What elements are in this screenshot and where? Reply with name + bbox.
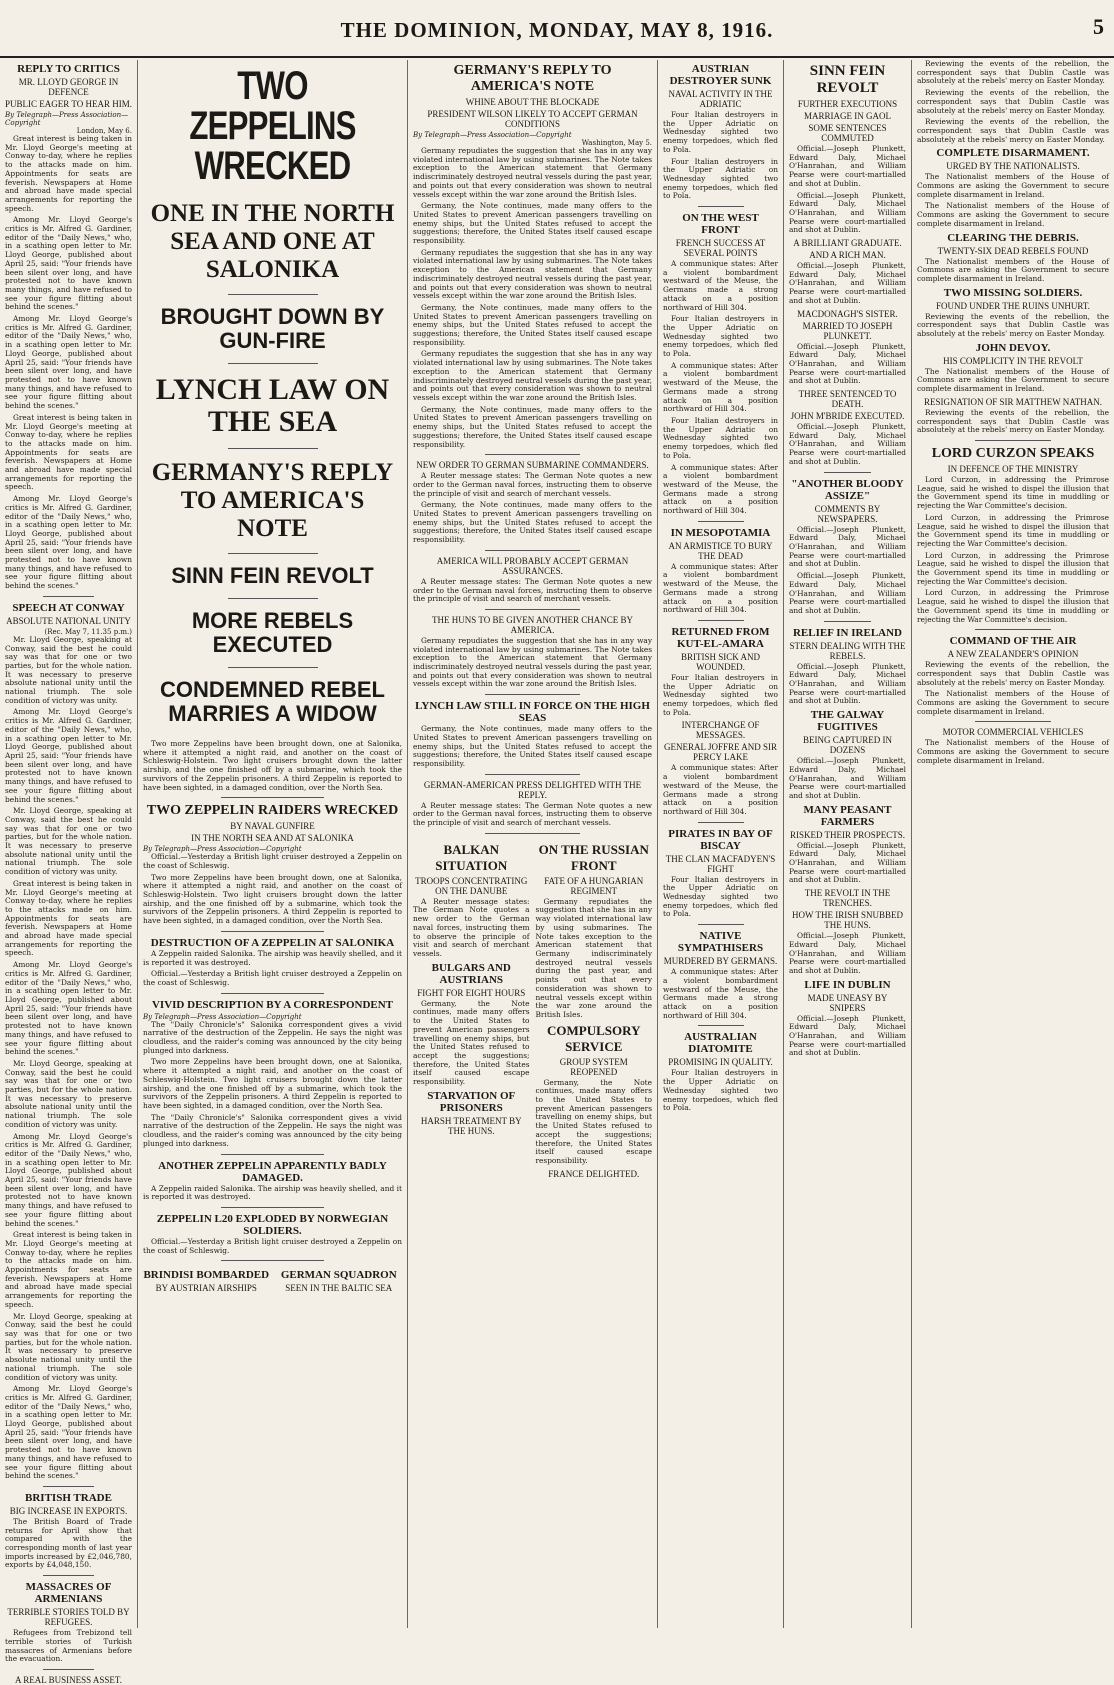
article-headline: COMMAND OF THE AIR — [949, 635, 1077, 648]
masthead — [0, 0, 1114, 58]
divider — [698, 620, 744, 621]
article-headline: RETURNED FROM KUT-EL-AMARA — [671, 625, 770, 650]
article-text: Reviewing the events of the rebellion, the correspondent says that Dublin Castle was absolutely at the rebels' mercy on Easter Monday. — [917, 59, 1109, 86]
article-text: Official.—Joseph Plunkett, Edward Daly, Michael O'Hanrahan, and William Pearse were court-martialled and shot at Dublin. — [789, 261, 906, 305]
divider — [698, 1025, 744, 1026]
article-headline: BULGARS AND AUSTRIANS — [431, 961, 511, 986]
article-text: Reviewing the events of the rebellion, the correspondent says that Dublin Castle was absolutely at the rebels' mercy on Easter Monday. — [917, 311, 1109, 339]
deck-headline: SINN FEIN REVOLT — [171, 563, 374, 588]
article-headline: TWO MISSING SOLDIERS. — [943, 286, 1083, 299]
article-headline: JOHN DEVOY. — [975, 341, 1051, 354]
article-headline: THE GALWAY FUGITIVES — [810, 709, 885, 734]
article-headline: ANOTHER ZEPPELIN APPARENTLY BADLY DAMAGED. — [158, 1159, 387, 1184]
article-headline: THREE SENTENCED TO DEATH. — [798, 389, 897, 410]
article-subhead: FRENCH SUCCESS AT SEVERAL POINTS — [675, 238, 766, 259]
divider — [698, 206, 744, 207]
divider — [485, 694, 581, 695]
article-text: Germany, the Note continues, made many offers to the United States to prevent American passengers travelling on enemy ships, but the United States refused to accept the suggestions; therefore, the United States itself caused escape responsibility. — [413, 724, 652, 768]
divider — [975, 721, 1052, 722]
article-text: Official.—Joseph Plunkett, Edward Daly, Michael O'Hanrahan, and William Pearse were court-martialled and shot at Dublin. — [789, 144, 906, 188]
divider — [698, 521, 744, 522]
article-brindisi — [143, 1266, 270, 1295]
article-text: Official.—Joseph Plunkett, Edward Daly, Michael O'Hanrahan, and William Pearse were court-martialled and shot at Dublin. — [789, 840, 906, 885]
article-subhead: SOME SENTENCES COMMUTED — [808, 123, 887, 143]
deck-headline: BROUGHT DOWN BY GUN-FIRE — [160, 304, 385, 353]
article-headline: MOTOR COMMERCIAL VEHICLES — [942, 727, 1084, 738]
article-subhead: BY AUSTRIAN AIRSHIPS — [155, 1283, 257, 1294]
article-subhead: RISKED THEIR PROSPECTS. — [789, 829, 906, 840]
divider — [228, 363, 318, 364]
article-headline: ON THE WEST FRONT — [682, 212, 759, 237]
article-subhead: FATE OF A HUNGARIAN REGIMENT — [544, 875, 644, 896]
article-headline: LYNCH LAW STILL IN FORCE ON THE HIGH SEAS — [415, 700, 650, 725]
article-headline: VIVID DESCRIPTION BY A CORRESPONDENT — [151, 998, 394, 1011]
article-text: A Reuter message states: The German Note quotes a new order to the German naval forces, instructing them to observe the principle of visit and search of merchant vessels. — [413, 471, 652, 498]
article-headline: STARVATION OF PRISONERS — [427, 1089, 516, 1114]
divider — [824, 472, 871, 473]
article-subhead: MURDERED BY GERMANS. — [663, 956, 778, 967]
article-headline: GERMANY'S REPLY TO AMERICA'S NOTE — [453, 63, 612, 94]
article-text: Official.—Yesterday a British light cruiser destroyed a Zeppelin on the coast of Schleswig. — [143, 1236, 402, 1255]
divider — [228, 294, 318, 295]
divider — [221, 931, 325, 932]
article-subhead: TWENTY-SIX DEAD REBELS FOUND — [937, 245, 1089, 256]
article-text: Great interest is being taken in Mr. Lloyd George's meeting at Conway to-day, where he replies to the attacks made on him. Appointments for seats are feverish. Newspapers at Home and abroad have made special arrangements for reporting the speech. — [5, 878, 132, 958]
article-subhead: FIGHT FOR EIGHT HOURS — [417, 987, 526, 998]
article-subhead: HOW THE IRISH SNUBBED THE HUNS. — [792, 910, 903, 931]
article-headline: RELIEF IN IRELAND — [792, 626, 902, 639]
article-headline: BRITISH TRADE — [25, 1491, 112, 1504]
divider — [485, 454, 581, 455]
divider — [43, 1669, 94, 1670]
article-text: Official.—Yesterday a British light cruiser destroyed a Zeppelin on the coast of Schleswig. — [143, 969, 402, 987]
divider — [228, 598, 318, 599]
divider — [228, 448, 318, 449]
article-headline: GERMAN SQUADRON — [280, 1269, 397, 1282]
article-text: The British Board of Trade returns for April show that compared with the corresponding month of last year imports increased by £2,046,780, exports by £4,048,150. — [5, 1516, 132, 1570]
article-text: Mr. Lloyd George, speaking at Conway, said the best he could say was that for one or two parties, but for the whole nation. It was necessary to preserve absolute national unity until the national triumph. The sole condition of victory was unity. — [5, 806, 132, 877]
article-headline: ON THE RUSSIAN FRONT — [538, 841, 649, 873]
article-text: Germany, the Note continues, made many offers to the United States to prevent American passengers travelling on enemy ships, but the United States refused to accept the suggestions; therefore, the United States itself caused escape responsibility. — [413, 500, 652, 545]
article-text: Official.—Joseph Plunkett, Edward Daly, Michael O'Hanrahan, and William Pearse were court-martialled and shot at Dublin. — [789, 756, 906, 800]
article-text: Reviewing the events of the rebellion, the correspondent says that Dublin Castle was absolutely at the rebels' mercy on Easter Monday. — [917, 407, 1109, 435]
article-text: Refugees from Trebizond tell terrible stories of Turkish massacres of Armenians before the evacuation. — [5, 1628, 132, 1664]
article-text: Among Mr. Lloyd George's critics is Mr. Alfred G. Gardiner, editor of the "Daily News," who, in a scathing open letter to Mr. Lloyd George, published about April 25, said: "Your friends have been silent over long, and have protested not to have known many things, and have refused to see your figure flitting about behind the scenes." — [5, 215, 132, 312]
article-text: Among Mr. Lloyd George's critics is Mr. Alfred G. Gardiner, editor of the "Daily News," who, in a scathing open letter to Mr. Lloyd George, published about April 25, said: "Your friends have been silent over long, and have protested not to have known many things, and have refused to see your figure flitting about behind the scenes." — [5, 314, 132, 411]
article-subhead: PUBLIC EAGER TO HEAR HIM. — [5, 99, 132, 109]
article-subhead: BEING CAPTURED IN DOZENS — [803, 735, 892, 756]
article-headline: IN MESOPOTAMIA — [670, 526, 771, 539]
article-subhead: PRESIDENT WILSON LIKELY TO ACCEPT GERMAN CONDITIONS — [427, 109, 638, 129]
twin-articles — [413, 839, 652, 1181]
article-subhead: JOHN M'BRIDE EXECUTED. — [790, 411, 905, 422]
article-text: Germany repudiates the suggestion that she has in any way violated international law by using submarines. The Note takes exception to the American statement that Germany indiscriminately destroyed neutral vessels during the past year, and points out that every consideration was shown to neutral vessels except within the war zone around the British Isles. — [413, 635, 652, 689]
column-3 — [408, 60, 658, 1628]
article-text: Four Italian destroyers in the Upper Adriatic on Wednesday sighted two enemy torpedoes, which fled to Pola. — [663, 110, 778, 154]
article-headline: AUSTRIAN DESTROYER SUNK — [669, 63, 772, 87]
article-text: A Reuter message states: The German Note quotes a new order to the German naval forces, instructing them to observe the principle of visit and search of merchant vessels. — [413, 800, 652, 828]
article-headline: AUSTRALIAN DIATOMITE — [684, 1031, 757, 1056]
article-text: Mr. Lloyd George, speaking at Conway, said the best he could say was that for one or two parties, but for the whole nation. It was necessary to preserve absolute national unity until the national triumph. The sole condition of victory was unity. — [5, 1058, 132, 1129]
article-text: Germany, the Note continues, made many offers to the United States to prevent American passengers travelling on enemy ships, but the United States refused to accept the suggestions; therefore, the United States itself caused escape responsibility. — [413, 998, 530, 1087]
main-headline: TWO ZEPPELINS WRECKED — [189, 64, 356, 188]
divider — [228, 553, 318, 554]
article-text: Lord Curzon, in addressing the Primrose League, said he wished to dispel the illusion that the Government spend its time in muddling or rejecting the War Committee's decision. — [917, 588, 1109, 624]
article-headline: "ANOTHER BLOODY ASSIZE" — [791, 477, 904, 502]
article-text: A communique states: After a violent bombardment westward of the Meuse, the Germans made a strong attack on a position northward of Hill 304. — [663, 360, 778, 414]
divider — [698, 924, 744, 925]
article-text: The Nationalist members of the House of Commons are asking the Government to secure complete disarmament in Ireland. — [917, 256, 1109, 283]
article-text: Lord Curzon, in addressing the Primrose League, said he wished to dispel the illusion that the Government spend its time in muddling or rejecting the War Committee's decision. — [917, 512, 1109, 548]
divider — [221, 1154, 325, 1155]
article-text: A communique states: After a violent bombardment westward of the Meuse, the Germans made a strong attack on a position northward of Hill 304. — [663, 462, 778, 516]
article-text: Lord Curzon, in addressing the Primrose League, said he wished to dispel the illusion that the Government spend its time in muddling or rejecting the War Committee's decision. — [917, 550, 1109, 586]
article-balkan — [413, 839, 530, 1181]
article-headline: ZEPPELIN L20 EXPLODED BY NORWEGIAN SOLDIERS. — [156, 1212, 389, 1237]
article-subhead: ABSOLUTE NATIONAL UNITY — [6, 615, 131, 626]
article-headline: NEW ORDER TO GERMAN SUBMARINE COMMANDERS. — [416, 460, 649, 471]
article-text: Official.—Yesterday a British light cruiser destroyed a Zeppelin on the coast of Schleswig. — [143, 852, 402, 870]
article-text: Germany repudiates the suggestion that she has in any way violated international law by using submarines. The Note takes exception to the American statement that Germany indiscriminately destroyed neutral vessels during the past year, and points out that every consideration was shown to neutral vessels except within the war zone around the British Isles. — [535, 896, 652, 1019]
divider — [43, 596, 94, 597]
divider — [43, 1486, 94, 1487]
article-headline: LIFE IN DUBLIN — [804, 978, 891, 991]
article-headline: MASSACRES OF ARMENIANS — [25, 1581, 112, 1606]
article-text: Germany, the Note continues, made many offers to the United States to prevent American passengers travelling on enemy ships, but the United States refused to accept the suggestions; therefore, the United States itself caused escape responsibility. — [413, 302, 652, 347]
divider — [485, 833, 581, 834]
divider — [228, 667, 318, 668]
article-text: Germany, the Note continues, made many offers to the United States to prevent American passengers travelling on enemy ships, but the United States refused to accept the suggestions; therefore, the United States itself caused escape responsibility. — [535, 1077, 652, 1165]
article-text: Germany repudiates the suggestion that she has in any way violated international law by using submarines. The Note takes exception to the American statement that Germany indiscriminately destroyed neutral vessels during the past year, and points out that every consideration was shown to neutral vessels except within the war zone around the British Isles. — [413, 247, 652, 301]
article-headline: NATIVE SYMPATHISERS — [677, 930, 764, 955]
deck-headline: CONDEMNED REBEL MARRIES A WIDOW — [160, 677, 385, 726]
article-text: A communique states: After a violent bombardment westward of the Meuse, the Germans made a strong attack on a position northward of Hill 304. — [663, 561, 778, 615]
article-text: Germany, the Note continues, made many offers to the United States to prevent American passengers travelling on enemy ships, but the United States refused to accept the suggestions; therefore, the United States itself caused escape responsibility. — [413, 201, 652, 246]
article-headline: SPEECH AT CONWAY — [12, 601, 125, 614]
article-text: Two more Zeppelins have been brought down, one at Salonika, where it attempted a night raid, and another on the coast of Schleswig-Holstein. Two light cruisers brought down the latter airship, and the one finished off by a submarine, which took the survivors of the Zeppelin prisoners. A third Zeppelin is reported to have been sighted, in a damaged condition, over the North Sea. — [143, 872, 402, 926]
article-text: Among Mr. Lloyd George's critics is Mr. Alfred G. Gardiner, editor of the "Daily News," who, in a scathing open letter to Mr. Lloyd George, published about April 25, said: "Your friends have been silent over long, and have protested not to have known many things, and have refused to see your figure flitting about behind the scenes." — [5, 1384, 132, 1481]
article-subhead: HIS COMPLICITY IN THE REVOLT — [943, 355, 1083, 366]
divider — [221, 797, 325, 798]
column-5 — [784, 60, 912, 1628]
article-headline: THE REVOLT IN THE TRENCHES. — [804, 888, 891, 909]
divider — [221, 1207, 325, 1208]
article-subhead: MR. LLOYD GEORGE IN DEFENCE — [18, 77, 119, 97]
column-1 — [0, 60, 138, 1685]
article-text: Four Italian destroyers in the Upper Adriatic on Wednesday sighted two enemy torpedoes, which fled to Pola. — [663, 1068, 778, 1113]
article-text: Among Mr. Lloyd George's critics is Mr. Alfred G. Gardiner, editor of the "Daily News," who, in a scathing open letter to Mr. Lloyd George, published about April 25, said: "Your friends have been silent over long, and have protested not to have known many things, and have refused to see your figure flitting about behind the scenes." — [5, 494, 132, 591]
article-text: Four Italian destroyers in the Upper Adriatic on Wednesday sighted two enemy torpedoes, which fled to Pola. — [663, 874, 778, 919]
article-headline: SINN FEIN REVOLT — [809, 63, 886, 96]
article-text: Official.—Joseph Plunkett, Edward Daly, Michael O'Hanrahan, and William Pearse were court-martialled and shot at Dublin. — [789, 571, 906, 615]
article-subhead: COMMENTS BY NEWSPAPERS. — [814, 503, 881, 524]
column-2 — [138, 60, 408, 1628]
article-text: A communique states: After a violent bombardment westward of the Meuse, the Germans made a strong attack on a position northward of Hill 304. — [663, 763, 778, 816]
article-text: Official.—Joseph Plunkett, Edward Daly, Michael O'Hanrahan, and William Pearse were court-martialled and shot at Dublin. — [789, 341, 906, 386]
deck-headline: MORE REBELS EXECUTED — [191, 608, 354, 657]
article-text: A communique states: After a violent bombardment westward of the Meuse, the Germans made a strong attack on a position northward of Hill 304. — [663, 967, 778, 1020]
article-headline: RESIGNATION OF SIR MATTHEW NATHAN. — [923, 396, 1103, 407]
divider — [485, 774, 581, 775]
deck-headline: GERMANY'S REPLY TO AMERICA'S NOTE — [151, 459, 394, 542]
article-text: Official.—Joseph Plunkett, Edward Daly, Michael O'Hanrahan, and William Pearse were court-martialled and shot at Dublin. — [789, 422, 906, 466]
dateline: Washington, May 5. — [581, 139, 652, 147]
article-text: Reviewing the events of the rebellion, the correspondent says that Dublin Castle was absolutely at the rebels' mercy on Easter Monday. — [917, 117, 1109, 144]
article-text: Lord Curzon, in addressing the Primrose League, said he wished to dispel the illusion that the Government spend its time in muddling or rejecting the War Committee's decision. — [917, 474, 1109, 511]
article-headline: BALKAN SITUATION — [435, 841, 508, 873]
article-subhead: TERRIBLE STORIES TOLD BY REFUGEES. — [7, 1607, 130, 1628]
article-subhead: FOUND UNDER THE RUINS UNHURT. — [936, 300, 1090, 311]
article-text: Great interest is being taken in Mr. Lloyd George's meeting at Conway to-day, where he replies to the attacks made on him. Appointments for seats are feverish. Newspapers at Home and abroad have made special arrangements for reporting the speech. — [5, 134, 132, 213]
article-text: Four Italian destroyers in the Upper Adriatic on Wednesday sighted two enemy torpedoes, which fled to Pola. — [663, 415, 778, 460]
byline: By Telegraph—Press Association—Copyright — [143, 845, 302, 854]
byline: By Telegraph—Press Association—Copyright — [143, 1012, 302, 1021]
article-russian-front — [536, 839, 653, 1181]
article-german-squadron — [276, 1266, 403, 1295]
article-subhead: TROOPS CONCENTRATING ON THE DANUBE — [415, 875, 528, 896]
divider — [43, 1575, 94, 1576]
article-text: The Nationalist members of the House of Commons are asking the Government to secure complete disarmament in Ireland. — [917, 172, 1109, 199]
article-text: Four Italian destroyers in the Upper Adriatic on Wednesday sighted two enemy torpedoes, which fled to Pola. — [663, 156, 778, 201]
dateline: (Rec. May 7, 11.35 p.m.) — [44, 627, 132, 636]
article-headline: COMPLETE DISARMAMENT. — [936, 147, 1090, 160]
article-headline: A BRILLIANT GRADUATE. — [793, 238, 902, 249]
article-subhead: NAVAL ACTIVITY IN THE ADRIATIC — [668, 89, 773, 109]
article-subhead: MARRIAGE IN GAOL — [804, 111, 891, 121]
article-headline: LORD CURZON SPEAKS — [931, 445, 1095, 461]
article-text: The Nationalist members of the House of Commons are asking the Government to secure complete disarmament in Ireland. — [917, 366, 1109, 394]
article-text: A communique states: After a violent bombardment westward of the Meuse, the Germans made a strong attack on a position northward of Hill 304. — [663, 259, 778, 312]
article-subhead: A NEW ZEALANDER'S OPINION — [947, 649, 1079, 660]
divider — [485, 550, 581, 551]
article-text: Among Mr. Lloyd George's critics is Mr. Alfred G. Gardiner, editor of the "Daily News," who, in a scathing open letter to Mr. Lloyd George, published about April 25, said: "Your friends have been silent over long, and have protested not to have known many things, and have refused to see your figure flitting about behind the scenes." — [5, 1131, 132, 1228]
article-headline: INTERCHANGE OF MESSAGES. — [681, 720, 760, 741]
article-headline: TWO ZEPPELIN RAIDERS WRECKED — [146, 803, 399, 819]
article-subhead: THE CLAN MACFADYEN'S FIGHT — [665, 853, 776, 874]
article-subhead: WHINE ABOUT THE BLOCKADE — [465, 97, 600, 107]
deck-headline: LYNCH LAW ON THE SEA — [155, 373, 390, 438]
page-number: 5 — [1093, 14, 1104, 39]
divider — [824, 621, 871, 622]
article-headline: CLEARING THE DEBRIS. — [947, 231, 1079, 244]
article-subhead: IN THE NORTH SEA AND AT SALONIKA — [191, 833, 354, 844]
divider — [698, 822, 744, 823]
article-text: The "Daily Chronicle's" Salonika correspondent gives a vivid narrative of the destruction of the Zeppelin. He says the night was cloudless, and the raider's coming was announced by the city being plunged into darkness. — [143, 1112, 402, 1148]
article-headline: PIRATES IN BAY OF BISCAY — [668, 827, 773, 852]
column-4 — [658, 60, 784, 1628]
article-headline: BRINDISI BOMBARDED — [143, 1269, 270, 1282]
article-text: The Nationalist members of the House of Commons are asking the Government to secure complete disarmament in Ireland. — [917, 689, 1109, 716]
byline: By Telegraph—Press Association—Copyright — [413, 131, 572, 139]
twin-articles — [143, 1266, 402, 1295]
article-text: Official.—Joseph Plunkett, Edward Daly, Michael O'Hanrahan, and William Pearse were court-martialled and shot at Dublin. — [789, 931, 906, 975]
article-subhead: MARRIED TO JOSEPH PLUNKETT. — [802, 320, 893, 341]
article-text: Four Italian destroyers in the Upper Adriatic on Wednesday sighted two enemy torpedoes, which fled to Pola. — [663, 314, 778, 359]
article-subhead: BRITISH SICK AND WOUNDED. — [680, 651, 760, 672]
masthead-title: THE DOMINION, MONDAY, MAY 8, 1916. — [340, 18, 774, 42]
divider — [221, 1260, 325, 1261]
article-headline: A REAL BUSINESS ASSET. — [14, 1674, 123, 1685]
divider — [485, 609, 581, 610]
dateline: London, May 6. — [76, 127, 132, 135]
article-text: The "Daily Chronicle's" Salonika correspondent gives a vivid narrative of the destruction of the Zeppelin. He says the night was cloudless, and the raider's coming was announced by the city being plunged into darkness. — [143, 1019, 402, 1055]
article-subhead: FURTHER EXECUTIONS — [797, 99, 898, 109]
article-headline: DESTRUCTION OF A ZEPPELIN AT SALONIKA — [150, 936, 395, 949]
article-text: Great interest is being taken in Mr. Lloyd George's meeting at Conway to-day, where he replies to the attacks made on him. Appointments for seats are feverish. Newspapers at Home and abroad have made special arrangements for reporting the speech. — [5, 1230, 132, 1309]
column-6 — [912, 60, 1114, 1628]
article-subhead: STERN DEALING WITH THE REBELS. — [789, 640, 906, 661]
article-text: Two more Zeppelins have been brought down, one at Salonika, where it attempted a night raid, and another on the coast of Schleswig-Holstein. Two light cruisers brought down the latter airship, and the one finished off by a submarine, which took the survivors of the Zeppelin prisoners. A third Zeppelin is reported to have been sighted, in a damaged condition, over the North Sea. — [143, 739, 402, 792]
article-text: A Reuter message states: The German Note quotes a new order to the German naval forces, instructing them to observe the principle of visit and search of merchant vessels. — [413, 576, 652, 604]
divider — [221, 993, 325, 994]
article-text: Official.—Joseph Plunkett, Edward Daly, Michael O'Hanrahan, and William Pearse were court-martialled and shot at Dublin. — [789, 661, 906, 706]
article-text: Germany repudiates the suggestion that she has in any way violated international law by using submarines. The Note takes exception to the American statement that Germany indiscriminately destroyed neutral vessels during the past year, and points out that every consideration was shown to neutral vessels except within the war zone around the British Isles. — [413, 146, 652, 199]
article-headline: MACDONAGH'S SISTER. — [797, 308, 898, 319]
article-headline: MANY PEASANT FARMERS — [803, 803, 892, 828]
article-subhead: IN DEFENCE OF THE MINISTRY — [947, 463, 1079, 474]
article-subhead: BIG INCREASE IN EXPORTS. — [9, 1505, 128, 1516]
article-subhead: AN ARMISTICE TO BURY THE DEAD — [668, 540, 773, 561]
article-text: Reviewing the events of the rebellion, the correspondent says that Dublin Castle was absolutely at the rebels' mercy on Easter Monday. — [917, 660, 1109, 687]
article-subhead: PROMISING IN QUALITY. — [668, 1057, 773, 1068]
article-text: The Nationalist members of the House of Commons are asking the Government to secure complete disarmament in Ireland. — [917, 738, 1109, 765]
article-headline: THE HUNS TO BE GIVEN ANOTHER CHANCE BY AMERICA. — [432, 614, 633, 635]
article-text: Two more Zeppelins have been brought down, one at Salonika, where it attempted a night raid, and another on the coast of Schleswig-Holstein. Two light cruisers brought down the latter airship, and the one finished off by a submarine, which took the survivors of the Zeppelin prisoners. A third Zeppelin is reported to have been sighted, in a damaged condition, over the North Sea. — [143, 1057, 402, 1110]
article-subhead: GENERAL JOFFRE AND SIR PERCY LAKE — [664, 742, 777, 763]
article-subhead: SEEN IN THE BALTIC SEA — [285, 1283, 393, 1294]
article-subhead: BY NAVAL GUNFIRE — [230, 821, 315, 832]
article-text: Among Mr. Lloyd George's critics is Mr. Alfred G. Gardiner, editor of the "Daily News," who, in a scathing open letter to Mr. Lloyd George, published about April 25, said: "Your friends have been silent over long, and have protested not to have known many things, and have refused to see your figure flitting about behind the scenes." — [5, 960, 132, 1057]
article-subhead: HARSH TREATMENT BY THE HUNS. — [420, 1115, 522, 1136]
article-text: Official.—Joseph Plunkett, Edward Daly, Michael O'Hanrahan, and William Pearse were court-martialled and shot at Dublin. — [789, 190, 906, 235]
article-subhead: AND A RICH MAN. — [809, 250, 886, 261]
article-headline: COMPULSORY SERVICE — [547, 1022, 641, 1054]
article-text: Reviewing the events of the rebellion, the correspondent says that Dublin Castle was absolutely at the rebels' mercy on Easter Monday. — [917, 88, 1109, 115]
byline: By Telegraph—Press Association—Copyright — [5, 111, 129, 127]
article-text: Germany, the Note continues, made many offers to the United States to prevent American passengers travelling on enemy ships, but the United States refused to accept the suggestions; therefore, the United States itself caused escape responsibility. — [413, 404, 652, 449]
article-text: Mr. Lloyd George, speaking at Conway, said the best he could say was that for one or two parties, but for the whole nation. It was necessary to preserve absolute national unity until the national triumph. The sole condition of victory was unity. — [5, 1311, 132, 1382]
article-text: Among Mr. Lloyd George's critics is Mr. Alfred G. Gardiner, editor of the "Daily News," who, in a scathing open letter to Mr. Lloyd George, published about April 25, said: "Your friends have been silent over long, and have protested not to have known many things, and have refused to see your figure flitting about behind the scenes." — [5, 707, 132, 804]
divider — [975, 440, 1052, 441]
deck-headline: ONE IN THE NORTH SEA AND ONE AT SALONIKA — [150, 200, 395, 283]
divider — [975, 629, 1052, 630]
article-text: Four Italian destroyers in the Upper Adriatic on Wednesday sighted two enemy torpedoes, which fled to Pola. — [663, 672, 778, 717]
article-headline: FRANCE DELIGHTED. — [548, 1168, 640, 1179]
article-text: Germany repudiates the suggestion that she has in any way violated international law by using submarines. The Note takes exception to the American statement that Germany indiscriminately destroyed neutral vessels during the past year, and points out that every consideration was shown to neutral vessels except within the war zone around the British Isles. — [413, 349, 652, 402]
article-text: A Zeppelin raided Salonika. The airship was heavily shelled, and it is reported it was destroyed. — [143, 948, 402, 967]
article-text: Mr. Lloyd George, speaking at Conway, said the best he could say was that for one or two parties, but for the whole nation. It was necessary to preserve absolute national unity until the national triumph. The sole condition of victory was unity. — [5, 634, 132, 705]
article-text: A Zeppelin raided Salonika. The airship was heavily shelled, and it is reported it was destroyed. — [143, 1183, 402, 1202]
article-subhead: URGED BY THE NATIONALISTS. — [946, 161, 1080, 172]
article-headline: REPLY TO CRITICS — [17, 63, 120, 75]
article-headline: AMERICA WILL PROBABLY ACCEPT GERMAN ASSURANCES. — [436, 555, 629, 576]
article-subhead: GROUP SYSTEM REOPENED — [559, 1056, 628, 1077]
article-text: Great interest is being taken in Mr. Lloyd George's meeting at Conway to-day, where he replies to the attacks made on him. Appointments for seats are feverish. Newspapers at Home and abroad have made special arrangements for reporting the speech. — [5, 412, 132, 492]
article-text: The Nationalist members of the House of Commons are asking the Government to secure complete disarmament in Ireland. — [917, 201, 1109, 228]
article-text: Official.—Joseph Plunkett, Edward Daly, Michael O'Hanrahan, and William Pearse were court-martialled and shot at Dublin. — [789, 524, 906, 569]
article-headline: GERMAN-AMERICAN PRESS DELIGHTED WITH THE REPLY. — [423, 779, 642, 800]
article-subhead: MADE UNEASY BY SNIPERS — [807, 992, 888, 1013]
article-text: Official.—Joseph Plunkett, Edward Daly, Michael O'Hanrahan, and William Pearse were court-martialled and shot at Dublin. — [789, 1013, 906, 1058]
article-text: A Reuter message states: The German Note quotes a new order to the German naval forces, instructing them to observe the principle of visit and search of merchant vessels. — [413, 896, 530, 958]
